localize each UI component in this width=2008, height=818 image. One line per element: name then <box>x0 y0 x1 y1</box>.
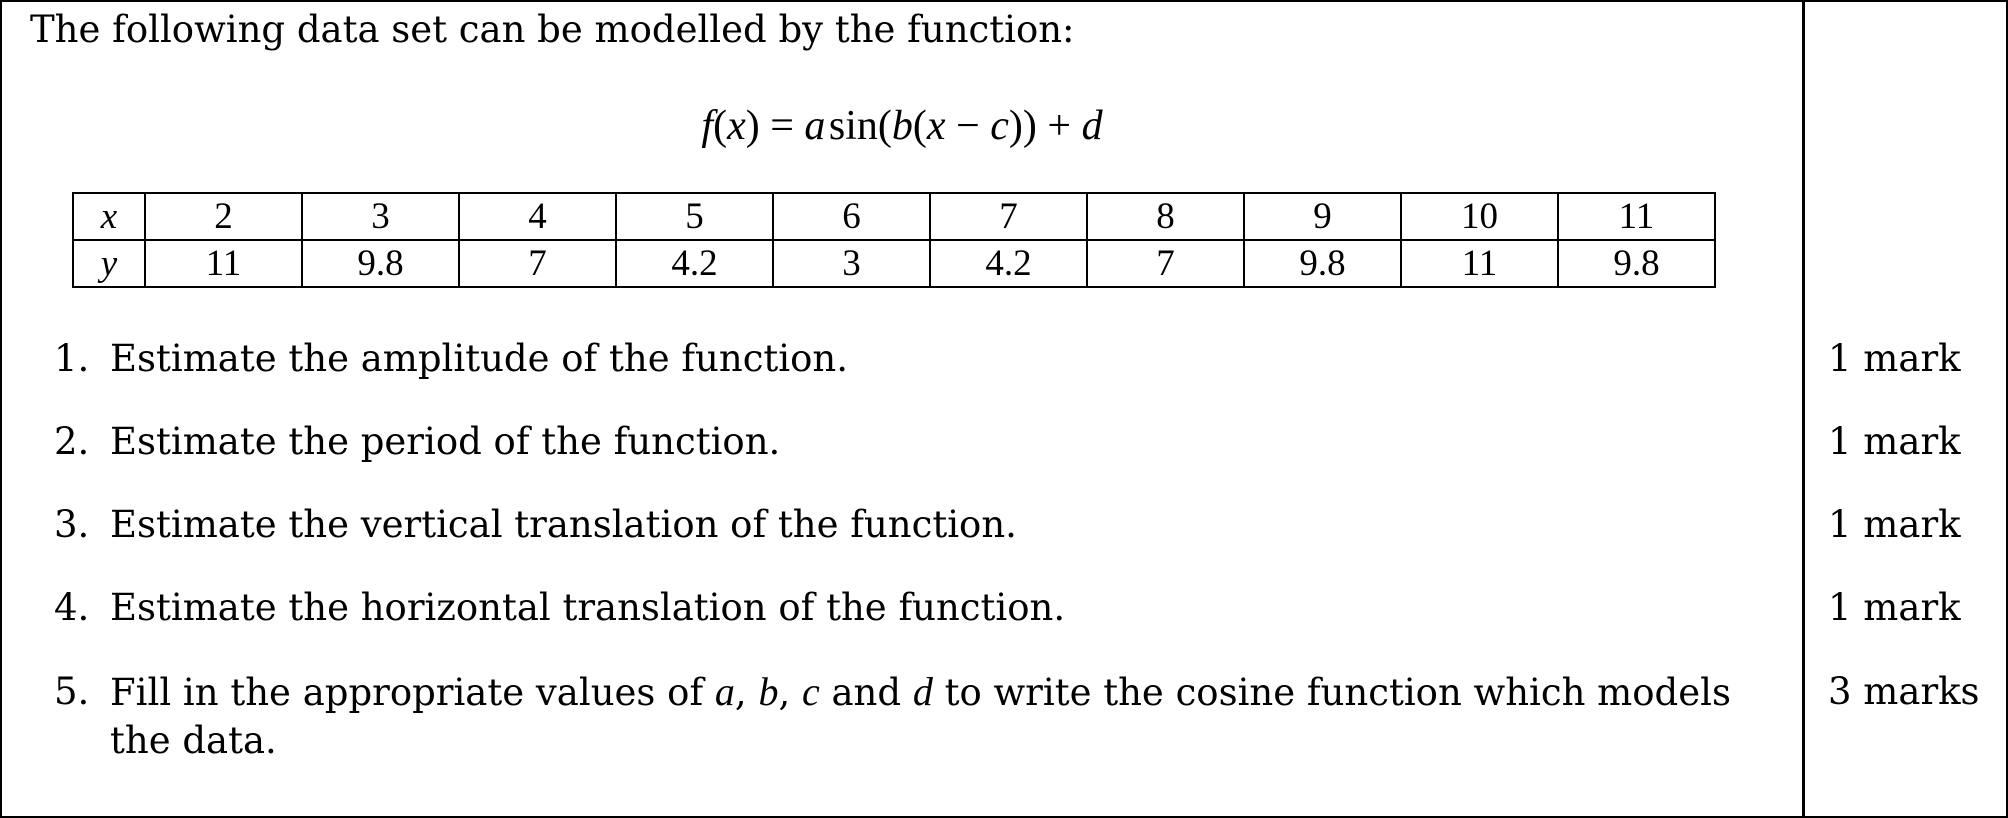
table-cell: 7 <box>930 193 1087 240</box>
table-cell: 7 <box>459 240 616 287</box>
table-cell: 8 <box>1087 193 1244 240</box>
data-table <box>72 192 1716 288</box>
variable-d: d <box>912 669 933 714</box>
formula-sin: sin( <box>828 103 892 149</box>
question-text-part: , <box>734 671 759 714</box>
table-cell: 4.2 <box>616 240 773 287</box>
table-cell: 6 <box>773 193 930 240</box>
formula-b: b <box>891 103 913 149</box>
marks-column-divider <box>1802 2 1805 816</box>
table-cell: 11 <box>1558 193 1715 240</box>
formula-a: a <box>804 103 826 149</box>
table-cell: 9.8 <box>1244 240 1401 287</box>
question-5-marks: 3 marks <box>1828 670 1980 713</box>
table-row-x <box>73 193 1715 240</box>
variable-b: b <box>758 669 779 714</box>
question-text-part: Fill in the appropriate values of <box>110 671 715 714</box>
question-number: 5. <box>54 670 90 713</box>
question-text: Estimate the horizontal translation of the function. <box>110 586 1066 629</box>
table-header-y: y <box>73 240 145 287</box>
formula-function-name: f <box>701 103 714 149</box>
question-text-part: to write the cosine function which models the data. <box>110 671 1731 762</box>
question-text: Estimate the vertical translation of the function. <box>110 503 1017 546</box>
question-4-marks: 1 mark <box>1828 586 1961 629</box>
formula-minus: − <box>945 103 991 149</box>
question-text: Estimate the amplitude of the function. <box>110 337 848 380</box>
question-number: 4. <box>54 586 90 629</box>
question-text <box>110 668 1790 765</box>
formula-x: x <box>926 103 946 149</box>
table-cell: 4.2 <box>930 240 1087 287</box>
variable-c: c <box>801 669 820 714</box>
formula-d: d <box>1081 103 1103 149</box>
question-text: Estimate the period of the function. <box>110 420 781 463</box>
table-cell: 9.8 <box>1558 240 1715 287</box>
question-2-marks: 1 mark <box>1828 420 1961 463</box>
question-number: 2. <box>54 420 90 463</box>
table-cell: 10 <box>1401 193 1558 240</box>
formula-paren: ( <box>912 103 927 149</box>
question-number: 1. <box>54 337 90 380</box>
table-cell: 11 <box>145 240 302 287</box>
formula: f(x) = a sin(b(x − c)) + d <box>701 103 1103 149</box>
table-cell: 4 <box>459 193 616 240</box>
question-3-marks: 1 mark <box>1828 503 1961 546</box>
formula-c: c <box>990 103 1009 149</box>
question-number: 3. <box>54 503 90 546</box>
table-cell: 9 <box>1244 193 1401 240</box>
variable-a: a <box>714 669 735 714</box>
table-header-x: x <box>73 193 145 240</box>
table-cell: 3 <box>302 193 459 240</box>
question-text-part: and <box>819 671 913 714</box>
formula-variable: x <box>727 103 746 149</box>
question-1-marks: 1 mark <box>1828 337 1961 380</box>
intro-text: The following data set can be modelled by the function: <box>30 8 1075 51</box>
table-cell: 11 <box>1401 240 1558 287</box>
table-cell: 3 <box>773 240 930 287</box>
table-row-y <box>73 240 1715 287</box>
formula-close-plus: )) + <box>1008 103 1082 149</box>
table-cell: 7 <box>1087 240 1244 287</box>
question-text-part: , <box>778 671 802 714</box>
table-cell: 9.8 <box>302 240 459 287</box>
table-cell: 5 <box>616 193 773 240</box>
table-cell: 2 <box>145 193 302 240</box>
